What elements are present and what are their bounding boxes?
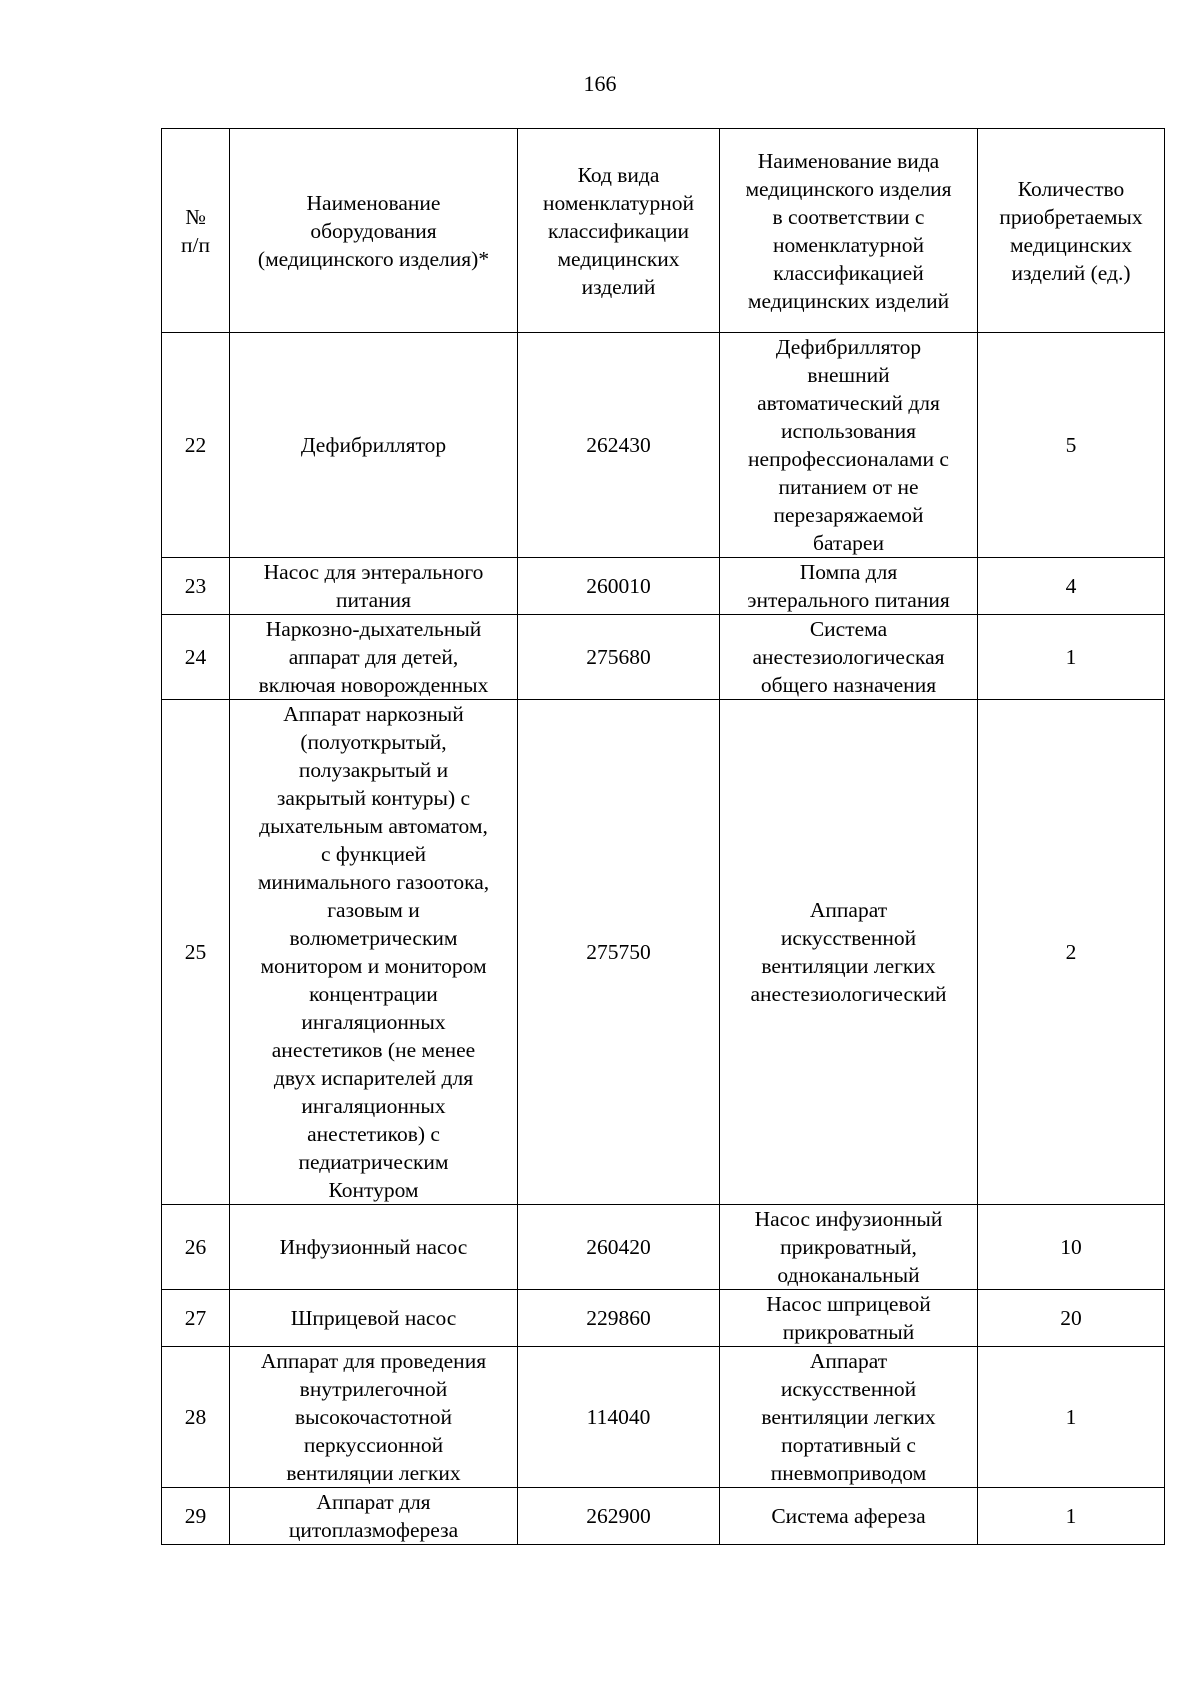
table-body xyxy=(162,333,1165,1545)
row-device-kind: Дефибриллятор внешний автоматический для использования непрофессионалами с питанием от не перезаряжаемой батареи xyxy=(720,333,978,558)
row-code: 275680 xyxy=(518,615,720,700)
header-device-kind: Наименование вида медицинского изделия в соответствии с номенклатурной классификацией медицинских изделий xyxy=(720,129,978,333)
header-nomenclature-code: Код вида номенклатурной классификации медицинских изделий xyxy=(518,129,720,333)
row-quantity: 1 xyxy=(978,615,1165,700)
header-quantity: Количество приобретаемых медицинских изделий (ед.) xyxy=(978,129,1165,333)
header-number: № п/п xyxy=(162,129,230,333)
table-row xyxy=(162,333,1165,558)
row-device-kind: Насос инфузионный прикроватный, одноканальный xyxy=(720,1205,978,1290)
row-equipment-name: Аппарат для цитоплазмофереза xyxy=(230,1488,518,1545)
row-device-kind: Насос шприцевой прикроватный xyxy=(720,1290,978,1347)
page-number: 166 xyxy=(583,71,617,96)
row-code: 262900 xyxy=(518,1488,720,1545)
row-device-kind: Аппарат искусственной вентиляции легких анестезиологический xyxy=(720,700,978,1205)
row-number: 28 xyxy=(162,1347,230,1488)
row-device-kind: Система анестезиологическая общего назначения xyxy=(720,615,978,700)
row-device-kind: Система афереза xyxy=(720,1488,978,1545)
row-quantity: 1 xyxy=(978,1488,1165,1545)
equipment-table xyxy=(161,128,1165,1545)
row-number: 29 xyxy=(162,1488,230,1545)
row-quantity: 5 xyxy=(978,333,1165,558)
row-device-kind: Помпа для энтерального питания xyxy=(720,558,978,615)
row-device-kind: Аппарат искусственной вентиляции легких портативный с пневмоприводом xyxy=(720,1347,978,1488)
row-equipment-name: Шприцевой насос xyxy=(230,1290,518,1347)
table-row xyxy=(162,1347,1165,1488)
table-row xyxy=(162,615,1165,700)
header-equipment-name: Наименование оборудования (медицинского изделия)* xyxy=(230,129,518,333)
row-number: 25 xyxy=(162,700,230,1205)
row-quantity: 1 xyxy=(978,1347,1165,1488)
row-number: 22 xyxy=(162,333,230,558)
table-row xyxy=(162,1205,1165,1290)
row-code: 275750 xyxy=(518,700,720,1205)
row-code: 229860 xyxy=(518,1290,720,1347)
table-row xyxy=(162,558,1165,615)
row-number: 23 xyxy=(162,558,230,615)
row-quantity: 20 xyxy=(978,1290,1165,1347)
row-code: 114040 xyxy=(518,1347,720,1488)
row-equipment-name: Наркозно-дыхательный аппарат для детей, включая новорожденных xyxy=(230,615,518,700)
row-equipment-name: Дефибриллятор xyxy=(230,333,518,558)
header-row xyxy=(162,129,1165,333)
row-quantity: 4 xyxy=(978,558,1165,615)
row-number: 27 xyxy=(162,1290,230,1347)
table-row xyxy=(162,1488,1165,1545)
row-number: 24 xyxy=(162,615,230,700)
table-row xyxy=(162,1290,1165,1347)
row-quantity: 2 xyxy=(978,700,1165,1205)
row-quantity: 10 xyxy=(978,1205,1165,1290)
row-number: 26 xyxy=(162,1205,230,1290)
row-code: 260010 xyxy=(518,558,720,615)
table-header xyxy=(162,129,1165,333)
row-equipment-name: Аппарат наркозный (полуоткрытый, полузакрытый и закрытый контуры) с дыхательным автоматом, с функцией минимального газоотока, газовым и волюметрическим монитором и монитором концентрации ингаляционных анестетиков (не менее двух испарителей для ингаляционных анестетиков) с педиатрическим Контуром xyxy=(230,700,518,1205)
row-code: 260420 xyxy=(518,1205,720,1290)
row-equipment-name: Насос для энтерального питания xyxy=(230,558,518,615)
table-row xyxy=(162,700,1165,1205)
row-equipment-name: Аппарат для проведения внутрилегочной высокочастотной перкуссионной вентиляции легких xyxy=(230,1347,518,1488)
row-equipment-name: Инфузионный насос xyxy=(230,1205,518,1290)
row-code: 262430 xyxy=(518,333,720,558)
